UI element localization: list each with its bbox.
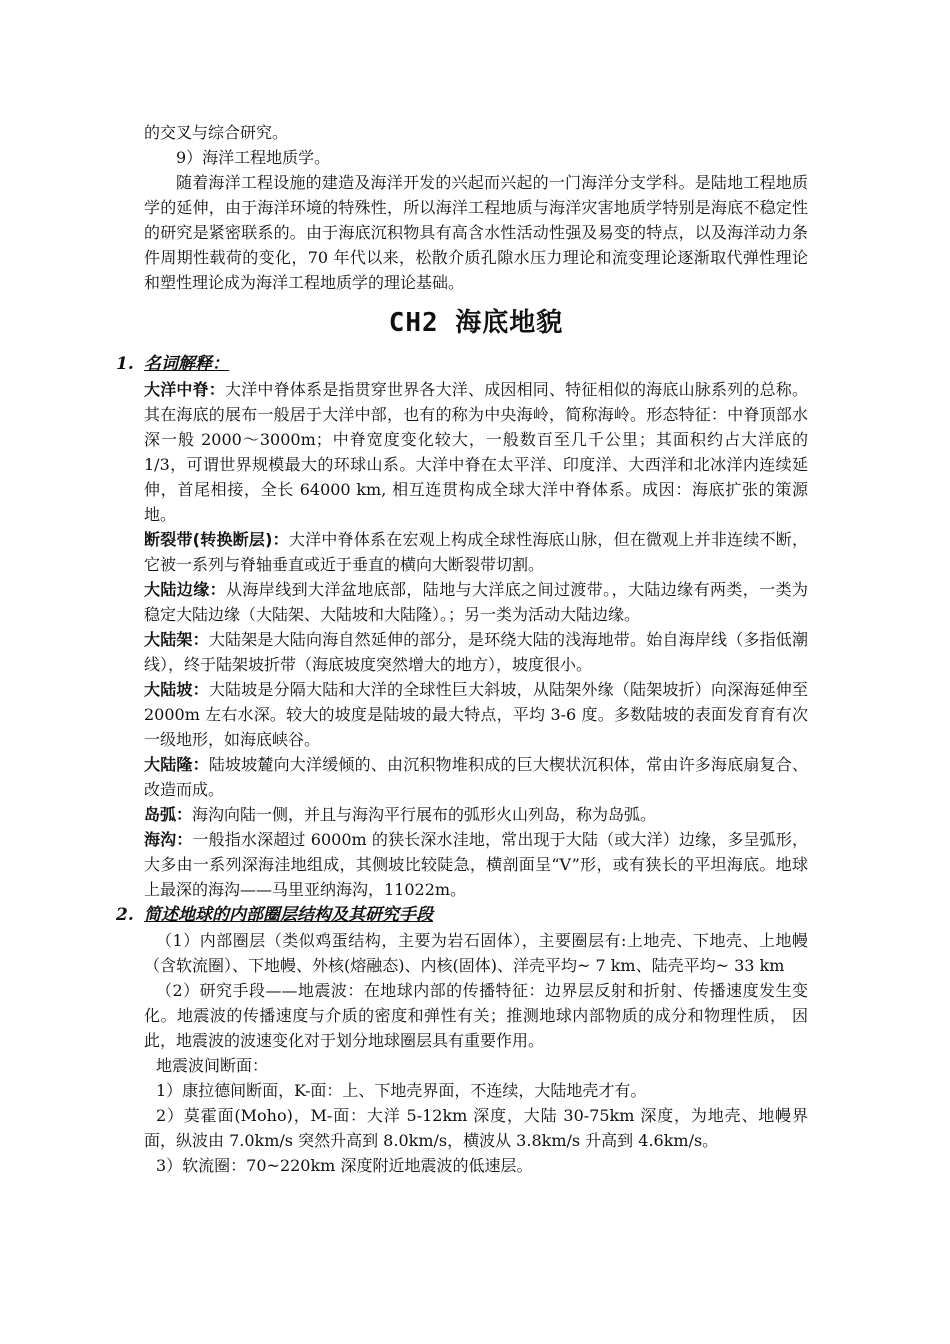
- section-2-list-item: 1）康拉德间断面，K-面：上、下地壳界面，不连续，大陆地壳才有。: [156, 1081, 647, 1100]
- intro-item-9: 9）海洋工程地质学。: [176, 148, 331, 167]
- section-1-number: 1.: [116, 354, 134, 374]
- definition-term: 大陆坡：: [144, 680, 209, 699]
- definition-fracture-zone: [144, 527, 808, 577]
- definition-continental-margin: [144, 577, 808, 627]
- page-content: [116, 120, 808, 1178]
- definition-term: 大陆隆：: [144, 755, 209, 774]
- section-1-heading: [116, 351, 808, 377]
- definition-mid-ocean-ridge: [144, 377, 808, 527]
- definition-term: 大陆架：: [144, 630, 209, 649]
- section-2-heading: [116, 902, 808, 928]
- section-2-paragraph: （2）研究手段——地震波：在地球内部的传播特征：边界层反射和折射、传播速度发生变化。地震波的传播速度与介质的密度和弹性有关；推测地球内部物质的成分和物理性质， 因此，地震波的波速变化对于划分地球圈层具有重要作用。: [144, 981, 808, 1050]
- definition-trench: [144, 827, 808, 902]
- definition-term: 大洋中脊：: [144, 380, 225, 399]
- definition-text: 大陆坡是分隔大陆和大洋的全球性巨大斜坡，从陆架外缘（陆架坡折）向深海延伸至 2000m 左右水深。较大的坡度是陆坡的最大特点，平均 3-6 度。多数陆坡的表面发育育有次一级地形，如海底峡谷。: [144, 680, 808, 749]
- definition-text: 大洋中脊体系在宏观上构成全球性海底山脉，但在微观上并非连续不断，它被一系列与脊轴垂直或近于垂直的横向大断裂带切割。: [144, 530, 808, 574]
- definition-text: 海沟向陆一侧，并且与海沟平行展布的弧形火山列岛，称为岛弧。: [192, 805, 657, 824]
- definition-text: 一般指水深超过 6000m 的狭长深水洼地，常出现于大陆（或大洋）边缘，多呈弧形，大多由一系列深海洼地组成，其侧坡比较陡急，横剖面呈“V”形，或有狭长的平坦海底。地球上最深的海沟——马里亚纳海沟，11022m。: [144, 830, 808, 899]
- definition-text: 大陆架是大陆向海自然延伸的部分，是环绕大陆的浅海地带。始自海岸线（多指低潮线），终于陆架坡折带（海底坡度突然增大的地方），坡度很小。: [144, 630, 808, 674]
- section-2-list-item: 3）软流圈：70~220km 深度附近地震波的低速层。: [156, 1156, 533, 1175]
- section-2-paragraph: 地震波间断面：: [156, 1056, 269, 1075]
- intro-paragraph: 随着海洋工程设施的建造及海洋开发的兴起而兴起的一门海洋分支学科。是陆地工程地质学的延伸，由于海洋环境的特殊性，所以海洋工程地质与海洋灾害地质学特别是海底不稳定性的研究是紧密联系的。由于海底沉积物具有高含水性活动性强及易变的特点，以及海洋动力条件周期性载荷的变化，70 年代以来，松散介质孔隙水压力理论和流变理论逐渐取代弹性理论和塑性理论成为海洋工程地质学的理论基础。: [144, 173, 808, 292]
- definition-text: 陆坡坡麓向大洋缓倾的、由沉积物堆积成的巨大楔状沉积体，常由许多海底扇复合、改造而成。: [144, 755, 808, 799]
- section-2-paragraph: （1）内部圈层（类似鸡蛋结构，主要为岩石固体），主要圈层有:上地壳、下地壳、上地幔（含软流圈）、下地幔、外核(熔融态)、内核(固体)、洋壳平均~ 7 km、陆壳平均~ 33 km: [144, 931, 808, 975]
- chapter-title: CH2 海底地貌: [388, 308, 564, 338]
- intro-line: 的交叉与综合研究。: [144, 123, 289, 142]
- definition-continental-slope: [144, 677, 808, 752]
- definition-term: 岛弧：: [144, 805, 193, 824]
- definition-term: 断裂带(转换断层)：: [144, 530, 289, 549]
- section-2-list-item: 2）莫霍面(Moho)，M-面：大洋 5-12km 深度，大陆 30-75km 深度，为地壳、地幔界面，纵波由 7.0km/s 突然升高到 8.0km/s，横波从 3.8km/s 升高到 4.6km/s。: [144, 1106, 808, 1150]
- definition-text: 从海岸线到大洋盆地底部，陆地与大洋底之间过渡带。，大陆边缘有两类，一类为稳定大陆边缘（大陆架、大陆坡和大陆隆）。；另一类为活动大陆边缘。: [144, 580, 808, 624]
- section-2-title: 简述地球的内部圈层结构及其研究手段: [144, 905, 433, 925]
- definition-continental-rise: [144, 752, 808, 802]
- definition-term: 海沟：: [144, 830, 193, 849]
- definition-term: 大陆边缘：: [144, 580, 226, 599]
- definition-continental-shelf: [144, 627, 808, 677]
- section-1-title: 名词解释：: [144, 354, 229, 374]
- definition-island-arc: [144, 802, 808, 827]
- section-2-number: 2.: [116, 905, 134, 925]
- definition-text: 大洋中脊体系是指贯穿世界各大洋、成因相同、特征相似的海底山脉系列的总称。其在海底的展布一般居于大洋中部，也有的称为中央海岭，简称海岭。形态特征：中脊顶部水深一般 2000～3000m；中脊宽度变化较大，一般数百至几千公里；其面积约占大洋底的 1/3，可谓世界规模最大的环球山系。大洋中脊在太平洋、印度洋、大西洋和北冰洋内连续延伸，首尾相接，全长 64000 km, 相互连贯构成全球大洋中脊体系。成因：海底扩张的策源地。: [144, 380, 808, 524]
